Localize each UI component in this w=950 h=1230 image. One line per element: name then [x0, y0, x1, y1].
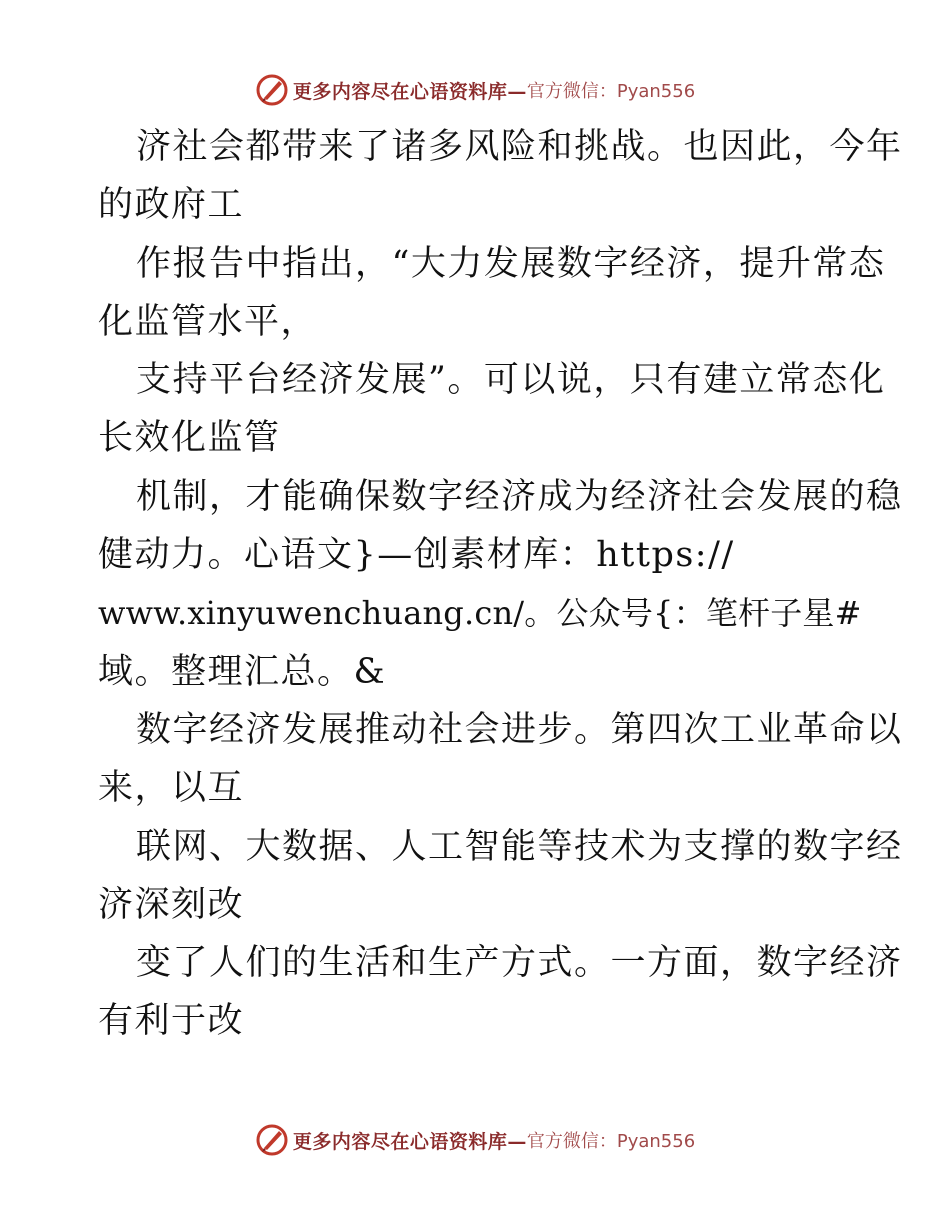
footer-banner-text: 更多内容尽在心语资料库— [292, 1130, 527, 1153]
body-line: 济社会都带来了诸多风险和挑战。也因此，今年 [136, 127, 903, 167]
body-line: 变了人们的生活和生产方式。一方面，数字经济 [136, 943, 903, 984]
header-wechat-text: 官方微信：Pyan556 [526, 81, 696, 102]
body-line: 化监管水平， [98, 301, 318, 342]
header-banner-text: 更多内容尽在心语资料库— [292, 80, 527, 103]
body-line: 有利于改 [98, 1001, 245, 1042]
footer-wechat-text: 官方微信：Pyan556 [526, 1131, 696, 1152]
body-line: 济深刻改 [98, 884, 245, 925]
body-line: 长效化监管 [98, 418, 281, 459]
footer-banner [0, 1120, 950, 1160]
body-line: 数字经济发展推动社会进步。第四次工业革命以 [136, 709, 903, 750]
body-line: 来，以互 [98, 768, 245, 809]
body-line-url: www.xinyuwenchuang.cn/。公众号{：笔杆子星# [98, 594, 862, 633]
quill-pen-logo-icon [255, 73, 289, 107]
body-line: 作报告中指出，“大力发展数字经济，提升常态 [136, 243, 886, 284]
header-banner [0, 70, 950, 110]
body-line: 健动力。心语文}—创素材库：https:// [98, 535, 735, 576]
quill-pen-logo-icon [255, 1123, 289, 1157]
body-line: 支持平台经济发展”。可以说，只有建立常态化 [136, 360, 886, 401]
document-body [98, 118, 903, 1051]
body-line: 域。整理汇总。& [98, 651, 387, 692]
body-line: 联网、大数据、人工智能等技术为支撑的数字经 [136, 826, 903, 867]
body-line: 的政府工 [98, 185, 245, 226]
body-line: 机制，才能确保数字经济成为经济社会发展的稳 [136, 476, 903, 517]
